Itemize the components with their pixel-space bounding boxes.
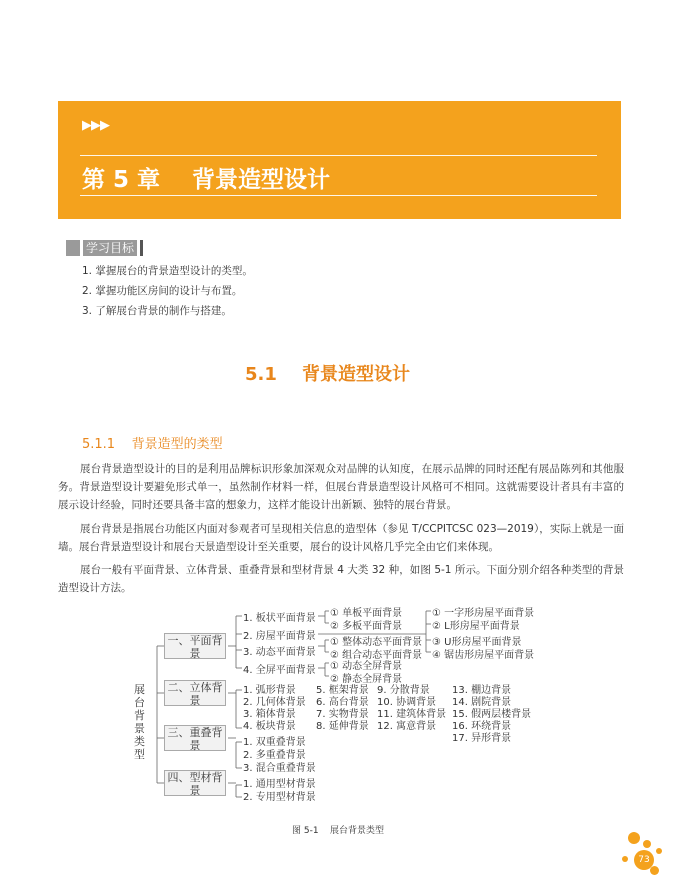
objective-item: 2. 掌握功能区房间的设计与布置。 bbox=[82, 285, 243, 297]
flat-item: 3. 动态平面背景 bbox=[243, 647, 316, 658]
solid-item: 6. 高台背景 bbox=[316, 697, 369, 708]
flat-sub-item: ② 静态全屏背景 bbox=[330, 674, 403, 685]
profile-item: 1. 通用型材背景 bbox=[243, 779, 316, 790]
solid-item: 2. 几何体背景 bbox=[243, 697, 306, 708]
flat-item: 4. 全屏平面背景 bbox=[243, 665, 316, 676]
solid-col bbox=[243, 685, 306, 733]
banner-rule-bottom bbox=[80, 195, 597, 196]
solid-item: 9. 分散背景 bbox=[377, 685, 430, 696]
solid-item: 13. 棚边背景 bbox=[452, 685, 512, 696]
house-sub-item: ② L形房屋平面背景 bbox=[432, 621, 520, 632]
heading-end-bar-icon bbox=[140, 240, 143, 256]
flat-sub-item: ① 动态全屏背景 bbox=[330, 661, 403, 672]
decor-dot-icon bbox=[622, 856, 628, 862]
objective-item: 3. 了解展台背景的制作与搭建。 bbox=[82, 305, 232, 317]
paragraph: 展台背景造型设计的目的是利用品牌标识形象加深观众对品牌的认知度，在展示品牌的同时还配有展品陈列和其他服务。背景造型设计要避免形式单一，虽然制作材料一样，但展台背景造型设计风格可不相同。这就需要设计者具有丰富的展示设计经验，同时还要具备丰富的想象力，这样才能设计出新颖、独特的展台背景。 bbox=[58, 463, 624, 511]
solid-item: 3. 箱体背景 bbox=[243, 709, 296, 720]
flat-item: 1. 板状平面背景 bbox=[243, 613, 316, 624]
solid-item: 11. 建筑体背景 bbox=[377, 709, 447, 720]
chapter-banner bbox=[58, 101, 621, 219]
solid-col bbox=[452, 685, 531, 745]
objective-item: 1. 掌握展台的背景造型设计的类型。 bbox=[82, 265, 253, 277]
flat-sub-item: ① 整体动态平面背景 bbox=[330, 637, 423, 648]
paragraph: 展台一般有平面背景、立体背景、重叠背景和型材背景 4 大类 32 种，如图 5-1 所示。下面分别介绍各种类型的背景造型设计方法。 bbox=[58, 564, 624, 594]
house-sub-item: ③ U形房屋平面背景 bbox=[432, 637, 522, 648]
house-sub-item: ① 一字形房屋平面背景 bbox=[432, 608, 535, 619]
diagram-root: 展台背景类型 bbox=[134, 683, 145, 761]
section-title: 5.1 背景造型设计 bbox=[245, 364, 410, 385]
flat-item: 2. 房屋平面背景 bbox=[243, 631, 316, 642]
profile-list bbox=[243, 778, 316, 804]
category-flat: 一、平面背景 bbox=[164, 633, 226, 659]
banner-rule-top bbox=[80, 155, 597, 156]
objectives-heading-label: 学习目标 bbox=[83, 240, 137, 256]
page-number: 73 bbox=[634, 850, 654, 870]
flat-sub-item: ② 组合动态平面背景 bbox=[330, 650, 423, 661]
category-overlap: 三、重叠背景 bbox=[164, 725, 226, 751]
overlap-item: 1. 双重叠背景 bbox=[243, 737, 306, 748]
decor-dot-icon bbox=[628, 832, 640, 844]
solid-item: 4. 板块背景 bbox=[243, 721, 296, 732]
solid-col bbox=[377, 685, 446, 733]
flat-sub-item: ② 多板平面背景 bbox=[330, 621, 403, 632]
decor-dot-icon bbox=[656, 848, 662, 854]
paragraph: 展台背景是指展台功能区内面对参观者可呈现相关信息的造型体（参见 T/CCPITCSC 023—2019），实际上就是一面墙。展台背景造型设计和展台天景造型设计至关重要，展台的设计风格几乎完全由它们来体现。 bbox=[58, 523, 624, 553]
figure-caption: 图 5-1 展台背景类型 bbox=[292, 826, 385, 836]
category-solid: 二、立体背景 bbox=[164, 680, 226, 706]
solid-item: 15. 假两层楼背景 bbox=[452, 709, 532, 720]
overlap-item: 3. 混合重叠背景 bbox=[243, 763, 316, 774]
house-sub-item: ④ 锯齿形房屋平面背景 bbox=[432, 650, 535, 661]
decor-dot-icon bbox=[643, 840, 651, 848]
solid-item: 8. 延伸背景 bbox=[316, 721, 369, 732]
solid-item: 14. 剧院背景 bbox=[452, 697, 512, 708]
profile-item: 2. 专用型材背景 bbox=[243, 792, 316, 803]
overlap-list bbox=[243, 736, 316, 775]
chapter-title: 第 5 章 背景造型设计 bbox=[82, 167, 331, 193]
category-profile: 四、型材背景 bbox=[164, 770, 226, 796]
objectives-heading bbox=[66, 240, 143, 256]
solid-item: 5. 框架背景 bbox=[316, 685, 369, 696]
solid-item: 1. 弧形背景 bbox=[243, 685, 296, 696]
heading-bar-icon bbox=[66, 240, 80, 256]
solid-item: 16. 环绕背景 bbox=[452, 721, 512, 732]
decor-dot-icon bbox=[650, 866, 659, 875]
solid-item: 17. 异形背景 bbox=[452, 733, 512, 744]
overlap-item: 2. 多重叠背景 bbox=[243, 750, 306, 761]
arrows-icon: ▶▶▶ bbox=[82, 118, 109, 133]
flat-sub-item: ① 单板平面背景 bbox=[330, 608, 403, 619]
solid-item: 7. 实物背景 bbox=[316, 709, 369, 720]
solid-item: 10. 协调背景 bbox=[377, 697, 437, 708]
subsection-title: 5.1.1 背景造型的类型 bbox=[82, 437, 223, 452]
solid-col bbox=[316, 685, 369, 733]
solid-item: 12. 寓意背景 bbox=[377, 721, 437, 732]
